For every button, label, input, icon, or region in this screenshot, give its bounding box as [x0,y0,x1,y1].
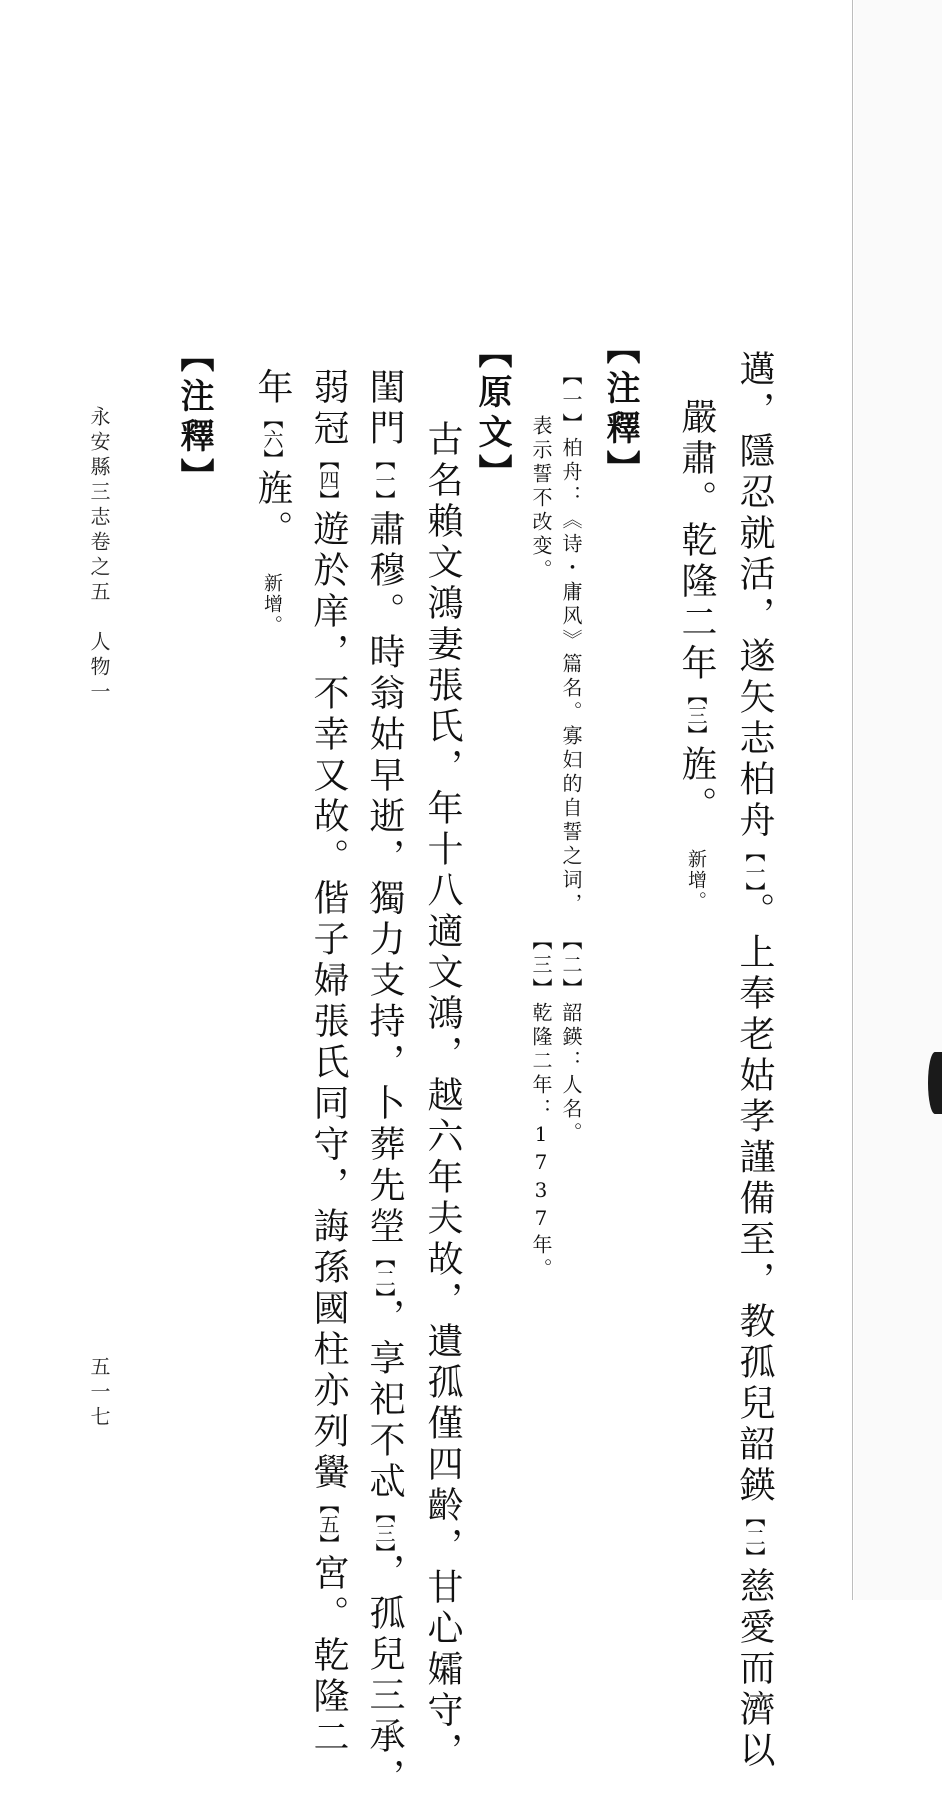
note-1-line-1: 【一】柏舟：《诗・庸风》篇名。寡妇的自誓之词， [559,365,583,917]
body-text: 旌。 [676,745,717,827]
annotation-marker: 【一】 [742,842,766,892]
running-head: 永安縣三志卷之五 人物一 [87,406,111,706]
body-text: 宮。乾隆二 [308,1554,349,1759]
body-text: 年 [252,368,293,409]
body-text: 。上奉老姑孝謹備至，教孤兒韶鍈 [734,892,775,1507]
page-number: 五一七 [87,1356,111,1431]
note-2: 【二】韶鍈：人名。 [559,930,583,1146]
notes-heading-2: 【注釋】 [174,338,214,498]
annotation-marker: 【三】 [372,1503,396,1553]
notes-heading: 【注釋】 [600,330,640,490]
annotation-marker: 【二】 [742,1507,766,1567]
annotation-marker: 【一】 [372,450,396,510]
source-note: 新增。 [685,849,707,912]
source-line-4 [252,368,292,636]
body-text: 嚴肅。乾隆二年 [676,398,717,685]
body-text: 古名賴文鴻妻張氏，年十八適文鴻，越六年夫故，遺孤僅四齡，甘心孀守， [422,420,463,1773]
annotation-marker: 【二】 [372,1248,396,1298]
continuation-line-1 [734,350,774,1772]
continuation-line-2 [676,398,716,912]
source-note: 新增。 [261,573,283,636]
body-text: 旌。 [252,469,293,551]
annotation-marker: 【三】 [684,685,708,745]
body-text: ，孤兒三承， [364,1553,405,1799]
source-line-2 [364,368,404,1799]
body-text: 閨門 [364,368,405,450]
body-text: 慈愛而濟以 [734,1567,775,1772]
body-text: 邁，隱忍就活，遂矢志柏舟 [734,350,775,842]
body-text: 肅穆。時翁姑早逝，獨力支持，卜葬先塋 [364,510,405,1248]
annotation-marker: 【六】 [260,409,284,469]
body-text: 遊於庠，不幸又故。偕子婦張氏同守，誨孫國柱亦列黌 [308,510,349,1494]
note-3: 【三】乾隆二年：1737年。 [529,930,553,1282]
ink-blot [928,1052,942,1114]
source-line-1 [422,420,462,1773]
page-edge-line [852,0,853,1600]
source-heading: 【原文】 [472,334,512,494]
body-text: ，享祀不忒 [364,1298,405,1503]
source-line-3 [308,368,348,1759]
note-1-line-2: 表示誓不改变。 [529,415,553,583]
page-edge-shadow [854,0,942,1600]
annotation-marker: 【四】 [316,450,340,510]
body-text: 弱冠 [308,368,349,450]
annotation-marker: 【五】 [316,1494,340,1554]
